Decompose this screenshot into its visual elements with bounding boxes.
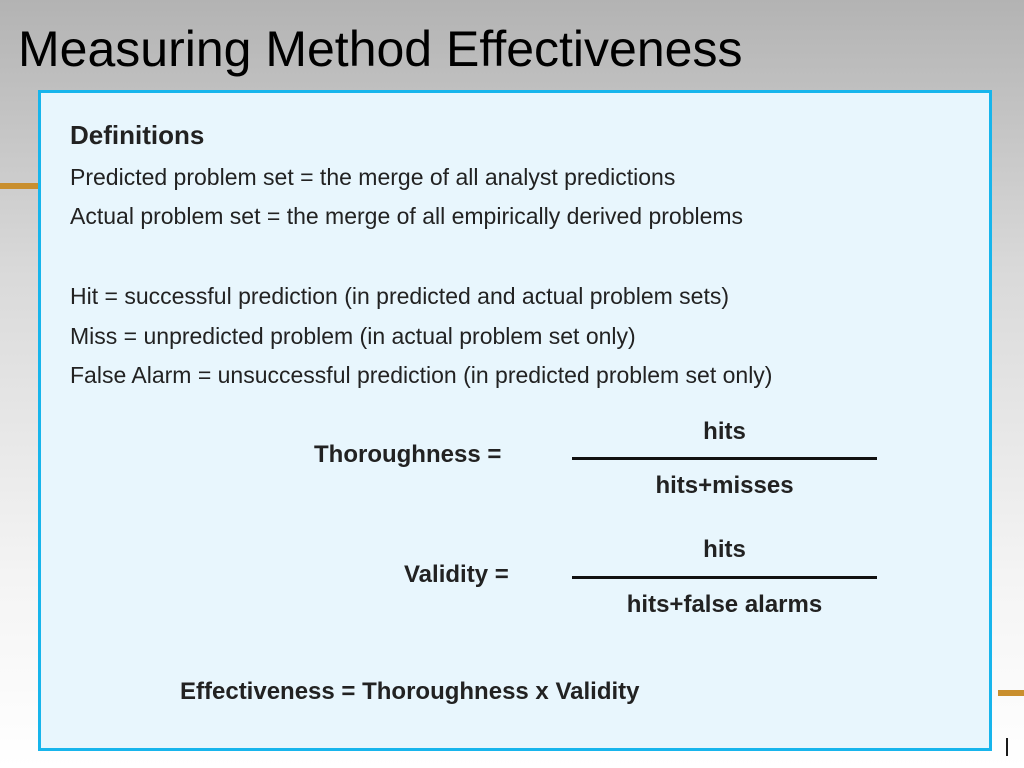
definition-false-alarm: False Alarm = unsuccessful prediction (in predicted problem set only) <box>70 362 773 388</box>
definition-actual-problem-set: Actual problem set = the merge of all empirically derived problems <box>70 203 744 229</box>
validity-label: Validity = <box>404 561 509 588</box>
effectiveness-formula: Effectiveness = Thoroughness x Validity <box>180 678 640 705</box>
definition-hit: Hit = successful prediction (in predicted and actual problem sets) <box>70 283 730 309</box>
thoroughness-numerator: hits <box>703 418 746 445</box>
accent-bar-right <box>998 690 1024 696</box>
accent-bar-left <box>0 183 40 189</box>
definitions-heading: Definitions <box>70 120 205 150</box>
definition-miss: Miss = unpredicted problem (in actual problem set only) <box>70 323 636 349</box>
thoroughness-label: Thoroughness = <box>314 441 502 468</box>
definition-predicted-problem-set: Predicted problem set = the merge of all analyst predictions <box>70 164 676 190</box>
page-marker <box>1006 738 1008 756</box>
thoroughness-fraction-bar <box>572 457 877 460</box>
validity-fraction-bar <box>572 576 877 579</box>
validity-denominator: hits+false alarms <box>626 591 823 618</box>
validity-numerator: hits <box>703 536 746 563</box>
slide-title: Measuring Method Effectiveness <box>18 21 743 77</box>
thoroughness-denominator: hits+misses <box>655 472 794 499</box>
